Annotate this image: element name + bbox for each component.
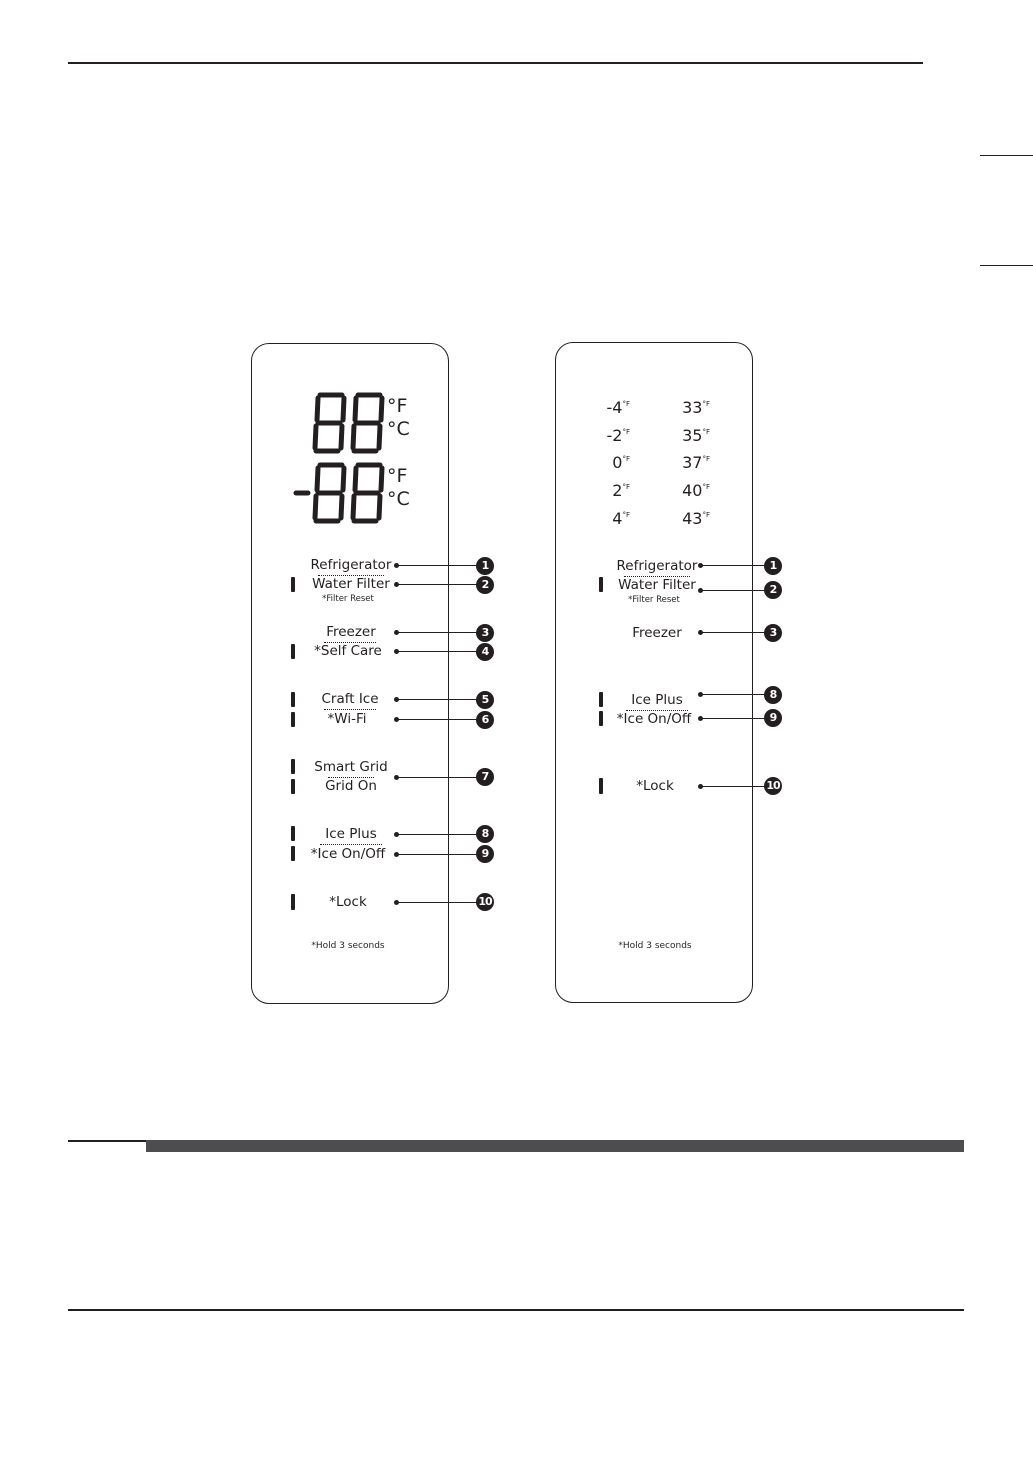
ice-on-off-button-label[interactable]: *Ice On/Off (310, 846, 386, 862)
leader-line (701, 590, 765, 591)
callout-7: 7 (476, 768, 494, 786)
fridge-temp-preset: $35^{^\circ F}$ (682, 426, 710, 445)
ice-plus-button-label[interactable]: Ice Plus (631, 692, 683, 708)
lock-button-label[interactable]: *Lock (636, 778, 674, 794)
callout-8: 8 (476, 825, 494, 843)
callout-8: 8 (764, 686, 782, 704)
callout-3: 3 (476, 624, 494, 642)
indicator-bar (291, 759, 295, 774)
leader-line (397, 777, 477, 778)
freezer-temp-preset: $-4^{^\circ F}$ (606, 398, 630, 417)
callout-10: 10 (476, 893, 494, 911)
leader-line (397, 719, 477, 720)
callout-10: 10 (764, 777, 782, 795)
indicator-bar (599, 692, 603, 707)
indicator-bar (291, 826, 295, 841)
wi-fi-button-label[interactable]: *Wi-Fi (327, 711, 367, 727)
leader-line (397, 834, 477, 835)
section-rule-thin (68, 1140, 148, 1142)
bottom-rule (68, 1309, 964, 1311)
self-care-button-label[interactable]: *Self Care (314, 643, 382, 659)
leader-line (701, 565, 765, 566)
callout-1: 1 (476, 557, 494, 575)
leader-line (397, 902, 477, 903)
leader-line (397, 699, 477, 700)
hold-footnote: *Hold 3 seconds (311, 941, 385, 951)
control-panel-preset-model (555, 342, 753, 1003)
indicator-bar (599, 711, 603, 726)
indicator-bar (599, 778, 603, 794)
ice-on-off-button-label[interactable]: *Ice On/Off (616, 711, 692, 727)
indicator-bar (291, 644, 295, 659)
callout-6: 6 (476, 711, 494, 729)
fridge-unit-f: °F (387, 395, 408, 417)
indicator-bar (291, 577, 295, 592)
callout-9: 9 (476, 845, 494, 863)
freezer-temp-preset: $4^{^\circ F}$ (612, 509, 630, 528)
indicator-bar (291, 894, 295, 910)
filter-reset-note: *Filter Reset (628, 595, 680, 605)
indicator-bar (291, 779, 295, 794)
indicator-bar (291, 712, 295, 727)
fridge-temp-preset: $33^{^\circ F}$ (682, 398, 710, 417)
leader-line (397, 584, 477, 585)
leader-line (397, 651, 477, 652)
smart-grid-button-label[interactable]: Smart Grid (314, 759, 388, 775)
leader-line (397, 565, 477, 566)
freezer-temp-preset: $-2^{^\circ F}$ (606, 426, 630, 445)
ice-plus-button-label[interactable]: Ice Plus (325, 826, 377, 842)
grid-on-label: Grid On (325, 778, 377, 794)
callout-1: 1 (764, 557, 782, 575)
freezer-temp-preset: $0^{^\circ F}$ (612, 453, 630, 472)
water-filter-button-label[interactable]: Water Filter (618, 577, 696, 593)
hold-footnote: *Hold 3 seconds (618, 941, 692, 951)
leader-line (397, 854, 477, 855)
callout-2: 2 (476, 576, 494, 594)
filter-reset-note: *Filter Reset (322, 594, 374, 604)
fridge-temp-preset: $40^{^\circ F}$ (682, 481, 710, 500)
indicator-bar (291, 692, 295, 707)
leader-line (701, 786, 765, 787)
dotted-divider (324, 709, 376, 710)
indicator-bar (291, 846, 295, 861)
top-rule (68, 62, 923, 64)
callout-3: 3 (764, 624, 782, 642)
indicator-bar (599, 577, 603, 592)
seven-segment-display-fridge (300, 392, 390, 454)
section-header-bar (146, 1140, 964, 1152)
callout-9: 9 (764, 709, 782, 727)
side-tab-rule-bottom (980, 265, 1033, 266)
freezer-button-label[interactable]: Freezer (326, 624, 376, 640)
fridge-temp-preset: $37^{^\circ F}$ (682, 453, 710, 472)
seven-segment-display-freezer (290, 462, 390, 524)
freezer-temp-preset: $2^{^\circ F}$ (612, 481, 630, 500)
callout-5: 5 (476, 691, 494, 709)
refrigerator-button-label[interactable]: Refrigerator (616, 558, 698, 574)
leader-line (701, 694, 765, 695)
leader-line (701, 718, 765, 719)
side-tab-rule-top (980, 155, 1033, 156)
freezer-unit-c: °C (387, 488, 410, 510)
fridge-temp-preset: $43^{^\circ F}$ (682, 509, 710, 528)
freezer-button-label[interactable]: Freezer (632, 625, 682, 641)
craft-ice-button-label[interactable]: Craft Ice (321, 691, 379, 707)
dotted-divider (320, 844, 382, 845)
refrigerator-button-label[interactable]: Refrigerator (310, 557, 392, 573)
callout-4: 4 (476, 643, 494, 661)
callout-2: 2 (764, 581, 782, 599)
leader-line (397, 632, 477, 633)
water-filter-button-label[interactable]: Water Filter (312, 576, 390, 592)
leader-line (701, 632, 765, 633)
freezer-unit-f: °F (387, 465, 408, 487)
lock-button-label[interactable]: *Lock (329, 894, 367, 910)
fridge-unit-c: °C (387, 418, 410, 440)
